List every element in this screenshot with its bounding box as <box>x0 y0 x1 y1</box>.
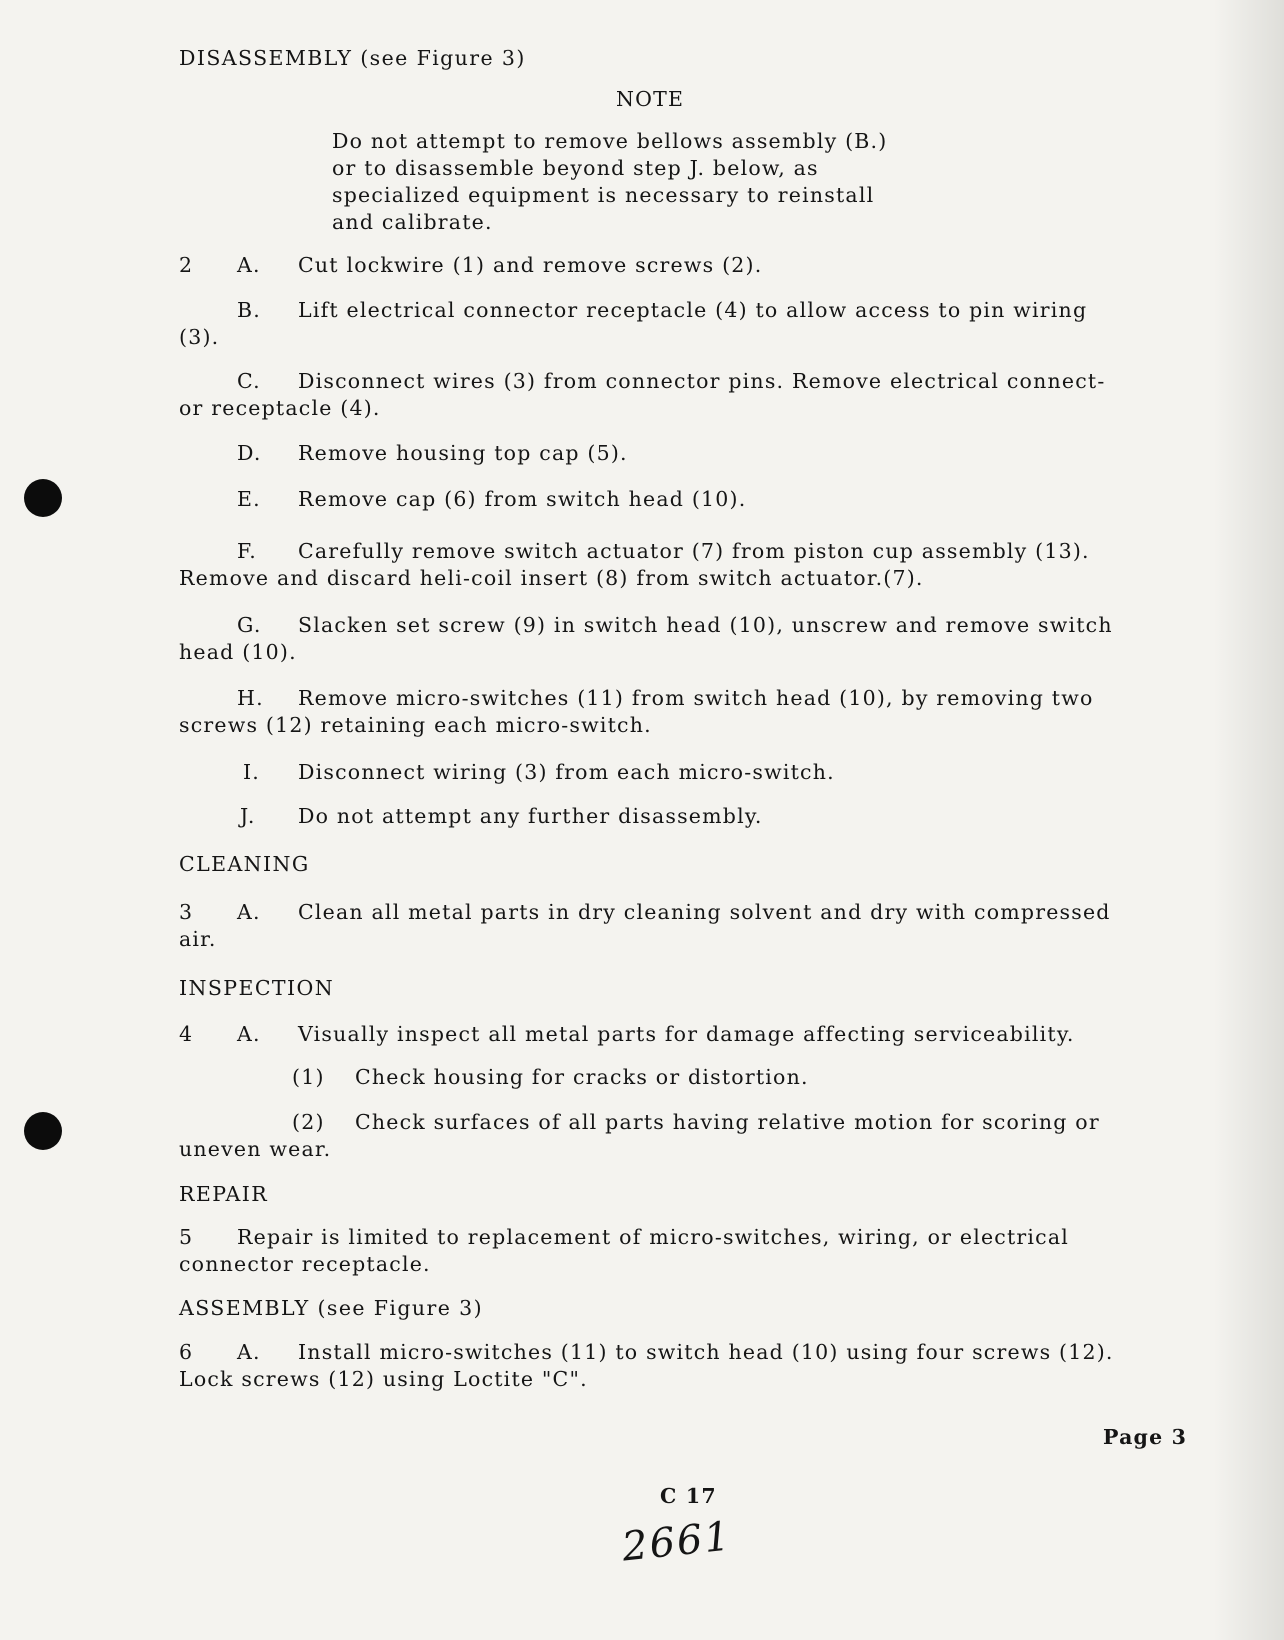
document-code: C 17 <box>660 1484 717 1508</box>
step-text-6A-line2: Lock screws (12) using Loctite "C". <box>179 1367 588 1391</box>
step-text-2A: Cut lockwire (1) and remove screws (2). <box>298 253 763 277</box>
step-label-2I: I. <box>243 760 261 784</box>
section-heading-disassembly: DISASSEMBLY (see Figure 3) <box>179 46 526 70</box>
step-label-2E: E. <box>237 487 261 511</box>
step-text-2D: Remove housing top cap (5). <box>298 441 628 465</box>
note-line: or to disassemble beyond step J. below, as <box>332 156 819 180</box>
punch-hole-top <box>24 479 62 517</box>
section-heading-repair: REPAIR <box>179 1182 269 1206</box>
step-number-4: 4 <box>179 1022 194 1046</box>
step-text-2H-line1: Remove micro-switches (11) from switch head (10), by removing two <box>298 686 1094 710</box>
step-number-3: 3 <box>179 900 194 924</box>
punch-hole-bottom <box>24 1112 62 1150</box>
step-text-2C-line2: or receptacle (4). <box>179 396 381 420</box>
step-label-2B: B. <box>237 298 261 322</box>
step-label-2C: C. <box>237 369 261 393</box>
step-text-2J: Do not attempt any further disassembly. <box>298 804 763 828</box>
step-text-3A-line1: Clean all metal parts in dry cleaning solvent and dry with compressed <box>298 900 1111 924</box>
step-text-2E: Remove cap (6) from switch head (10). <box>298 487 747 511</box>
step-label-4A1: (1) <box>292 1065 325 1089</box>
step-text-2G-line2: head (10). <box>179 640 297 664</box>
step-text-2G-line1: Slacken set screw (9) in switch head (10), unscrew and remove switch <box>298 613 1113 637</box>
step-label-2J: J. <box>240 804 256 828</box>
step-text-2B-line2: (3). <box>179 325 220 349</box>
step-text-2F-line1: Carefully remove switch actuator (7) from piston cup assembly (13). <box>298 539 1090 563</box>
step-text-4A: Visually inspect all metal parts for damage affecting serviceability. <box>298 1022 1075 1046</box>
section-heading-cleaning: CLEANING <box>179 852 310 876</box>
step-text-2F-line2: Remove and discard heli-coil insert (8) from switch actuator.(7). <box>179 566 924 590</box>
note-line: specialized equipment is necessary to reinstall <box>332 183 875 207</box>
step-label-2G: G. <box>237 613 262 637</box>
handwritten-number: 2661 <box>619 1513 734 1571</box>
section-heading-assembly: ASSEMBLY (see Figure 3) <box>179 1296 483 1320</box>
step-text-2C-line1: Disconnect wires (3) from connector pins. Remove electrical connect- <box>298 369 1106 393</box>
step-text-5-line1: Repair is limited to replacement of micro-switches, wiring, or electrical <box>237 1225 1070 1249</box>
step-text-4A2-line1: Check surfaces of all parts having relative motion for scoring or <box>355 1110 1100 1134</box>
step-text-2B-line1: Lift electrical connector receptacle (4) to allow access to pin wiring <box>298 298 1088 322</box>
section-heading-inspection: INSPECTION <box>179 976 335 1000</box>
step-label-2H: H. <box>237 686 264 710</box>
note-line: and calibrate. <box>332 210 493 234</box>
step-label-2D: D. <box>237 441 262 465</box>
step-number-6: 6 <box>179 1340 194 1364</box>
step-label-3A: A. <box>237 900 261 924</box>
step-text-3A-line2: air. <box>179 927 217 951</box>
step-number-2: 2 <box>179 253 194 277</box>
step-label-4A2: (2) <box>292 1110 325 1134</box>
step-text-2I: Disconnect wiring (3) from each micro-switch. <box>298 760 835 784</box>
note-line: Do not attempt to remove bellows assembly (B.) <box>332 129 888 153</box>
step-text-4A2-line2: uneven wear. <box>179 1137 332 1161</box>
step-text-5-line2: connector receptacle. <box>179 1252 431 1276</box>
note-title: NOTE <box>616 87 685 111</box>
step-text-4A1: Check housing for cracks or distortion. <box>355 1065 809 1089</box>
step-label-2A: A. <box>237 253 261 277</box>
step-label-2F: F. <box>237 539 257 563</box>
step-text-6A-line1: Install micro-switches (11) to switch head (10) using four screws (12). <box>298 1340 1114 1364</box>
scan-edge-shadow <box>1214 0 1284 1640</box>
step-label-6A: A. <box>237 1340 261 1364</box>
step-number-5: 5 <box>179 1225 194 1249</box>
step-label-4A: A. <box>237 1022 261 1046</box>
step-text-2H-line2: screws (12) retaining each micro-switch. <box>179 713 652 737</box>
page-number: Page 3 <box>1103 1425 1188 1449</box>
